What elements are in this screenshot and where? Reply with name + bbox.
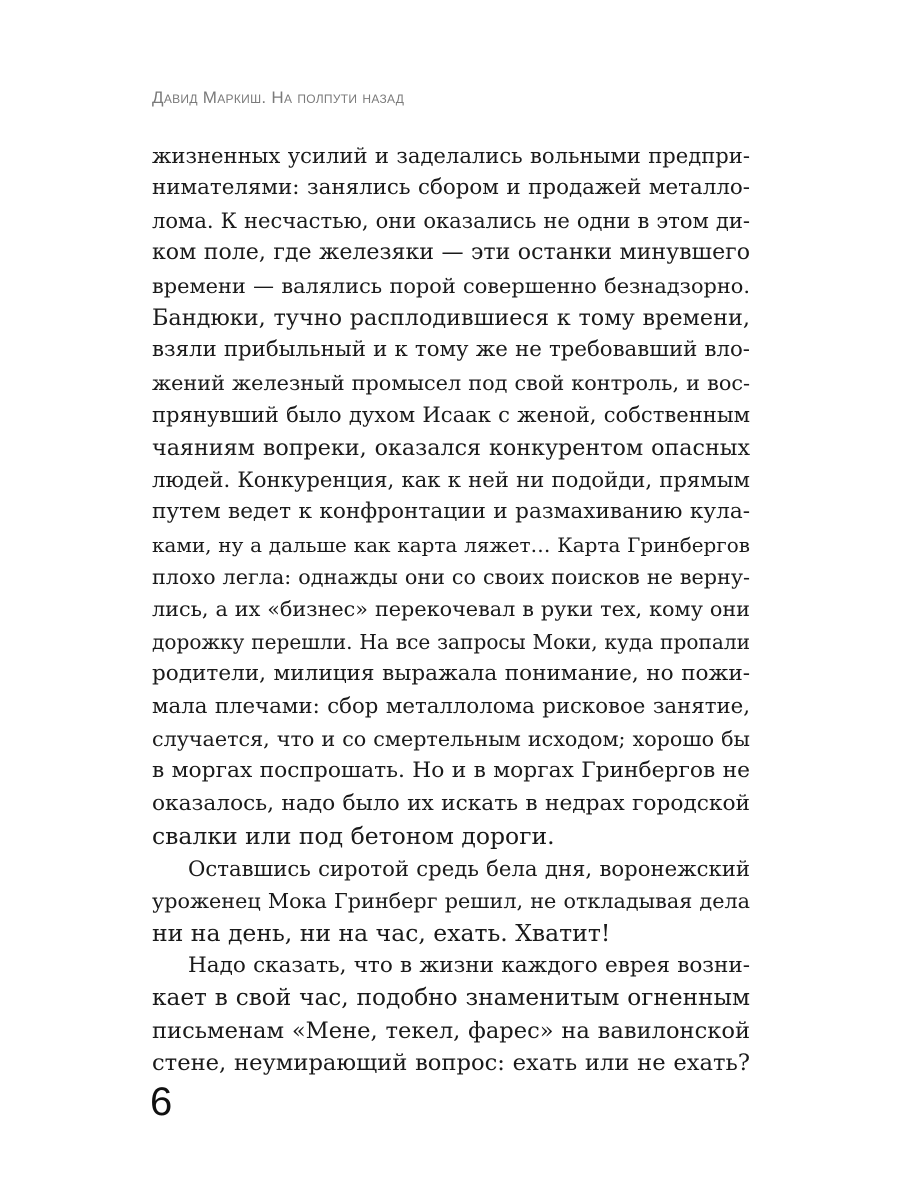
running-title (152, 88, 404, 108)
text-line: письменам «Мене, текел, фарес» на вавилонской (152, 1017, 750, 1044)
text-line: путем ведет к конфронтации и размахиванию кула- (152, 499, 750, 525)
body-text (152, 140, 750, 1079)
text-line: Надо сказать, что в жизни каждого еврея возни- (188, 952, 750, 978)
text-line: плохо легла: однажды они со своих поисков не верну- (152, 565, 750, 590)
text-line: жизненных усилий и заделались вольными предпри- (152, 143, 750, 168)
text-line: Оставшись сиротой средь бела дня, воронежский (188, 855, 750, 881)
text-line: родители, милиция выражала понимание, но пожи- (152, 661, 750, 687)
text-line: случается, что и со смертельным исходом; хорошо бы (152, 727, 750, 752)
text-line: лома. К несчастью, они оказались не одни в этом ди- (152, 207, 750, 233)
text-line: нимателями: занялись сбором и продажей металло- (152, 175, 750, 201)
text-line: уроженец Мока Гринберг решил, не откладывая дела (152, 888, 750, 913)
text-line: кает в свой час, подобно знаменитым огненным (152, 984, 750, 1012)
text-line: ком поле, где железяки — эти останки минувшего (152, 240, 750, 266)
text-line: оказалось, надо было их искать в недрах городской (152, 790, 750, 816)
text-line: чаяниям вопреки, оказался конкурентом опасных (152, 434, 750, 461)
text-line: мала плечами: сбор металлолома рисковое занятие, (152, 693, 750, 719)
text-line: в моргах поспрошать. Но и в моргах Гринбергов не (152, 758, 750, 784)
text-line: свалки или под бетоном дороги. (152, 822, 555, 851)
running-title-text: Давид Маркиш. На полпути назад (152, 88, 405, 107)
text-line: времени — валялись порой совершенно безнадзорно. (152, 273, 750, 298)
page-number: 6 (150, 1080, 173, 1124)
text-line: ками, ну а дальше как карта ляжет… Карта Гринбергов (152, 532, 750, 557)
text-line: взяли прибыльный и к тому же не требовавший вло- (152, 337, 750, 363)
text-line: Бандюки, тучно расплодившиеся к тому времени, (152, 304, 750, 331)
text-line: ни на день, ни на час, ехать. Хватит! (152, 919, 611, 948)
text-line: стене, неумирающий вопрос: ехать или не ехать? (152, 1049, 750, 1076)
text-line: дорожку перешли. На все запросы Моки, куда пропали (152, 629, 750, 654)
text-line: лись, а их «бизнес» перекочевал в руки тех, кому они (152, 597, 750, 622)
text-line: прянувший было духом Исаак с женой, собственным (152, 402, 750, 428)
text-line: жений железный промысел под свой контроль, и вос- (152, 370, 750, 395)
text-line: людей. Конкуренция, как к ней ни подойди, прямым (152, 466, 750, 492)
